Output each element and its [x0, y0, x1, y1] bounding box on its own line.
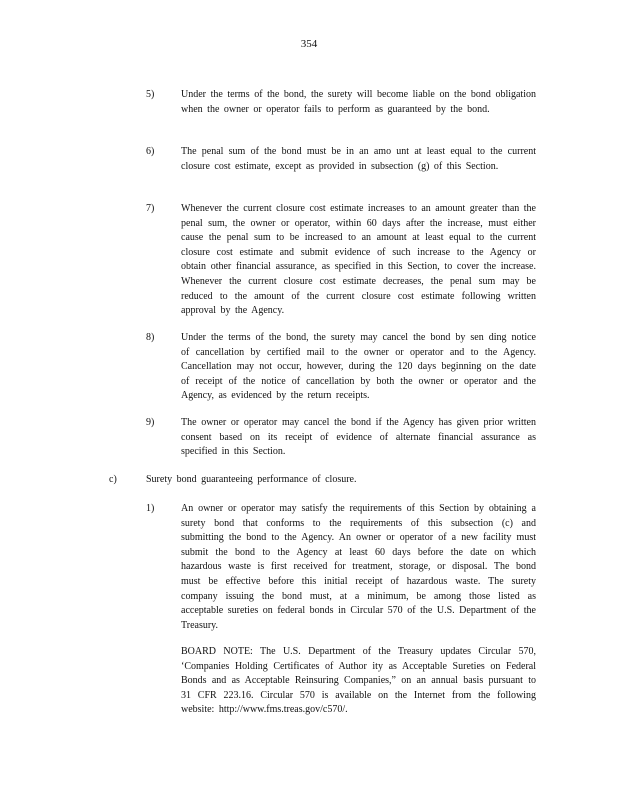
item-number: 5): [146, 89, 155, 100]
item-text: Whenever the current closure cost estimate increases to an amount greater than the penal sum, the owner or operator, within 60 days after the increase, must either cause the penal sum to be increased to an amount at least equal to the current closure cost estimate and submit evidence of such increase to the Agency or obtain other financial assurance, as specified in this Section, to cover the increase. Whenever the current closure cost estimate decreases, the penal sum may be reduced to the amount of the current closure cost estimate following written approval by the Agency.: [181, 203, 536, 317]
subsection-heading: Surety bond guaranteeing performance of closure.: [146, 474, 357, 485]
item-text: The owner or operator may cancel the bond if the Agency has given prior written consent based on its receipt of evidence of alternate financial assurance as specified in this Section.: [181, 417, 536, 458]
list-item-c1: [146, 502, 541, 634]
list-item-5: [146, 88, 541, 132]
item-number: 6): [146, 146, 155, 157]
page-number: 354: [300, 38, 318, 50]
item-number: 9): [146, 417, 155, 428]
item-number: 8): [146, 332, 155, 343]
list-item-7: [146, 202, 541, 320]
item-number: 7): [146, 203, 155, 214]
list-item-8: [146, 331, 541, 405]
board-note-text: BOARD NOTE: The U.S. Department of the Treasury updates Circular 570, ‘Companies Holding Certificates of Author ity as Acceptable Sureties on Federal Bonds and as Acceptable Reinsuring Companies,” on an annual basis pursuant to 31 CFR 223.16. Circular 570 is available on the Internet from the following website: http://www.fms.treas.gov/c570/.: [181, 646, 536, 716]
item-text: The penal sum of the bond must be in an amo unt at least equal to the current closure cost estimate, except as provided in subsection (g) of this Section.: [181, 146, 536, 172]
subsection-number: c): [109, 474, 117, 485]
item-number: 1): [146, 503, 155, 514]
item-text: Under the terms of the bond, the surety may cancel the bond by sen ding notice of cancellation by certified mail to the owner or operator and to the Agency. Cancellation may not occur, however, during the 120 days beginning on the date of receipt of the notice of cancellation by both the owner or operator and the Agency, as evidenced by the return receipts.: [181, 332, 536, 402]
board-note: [146, 645, 541, 719]
list-item-9: [146, 416, 541, 460]
subsection-c: [109, 473, 549, 488]
item-text: An owner or operator may satisfy the requirements of this Section by obtaining a surety bond that conforms to the requirements of this subsection (c) and submitting the bond to the Agency. An owner or operator of a new facility must submit the bond to the Agency at least 60 days before the date on which hazardous waste is first received for treatment, storage, or disposal. The bond must be effective before this initial receipt of hazardous waste. The surety company issuing the bond must, at a minimum, be among those listed as acceptable sureties on federal bonds in Circular 570 of the U.S. Department of the Treasury.: [181, 503, 536, 631]
list-item-6: [146, 145, 541, 189]
item-text: Under the terms of the bond, the surety will become liable on the bond obligation when the owner or operator fails to perform as guaranteed by the bond.: [181, 89, 536, 115]
